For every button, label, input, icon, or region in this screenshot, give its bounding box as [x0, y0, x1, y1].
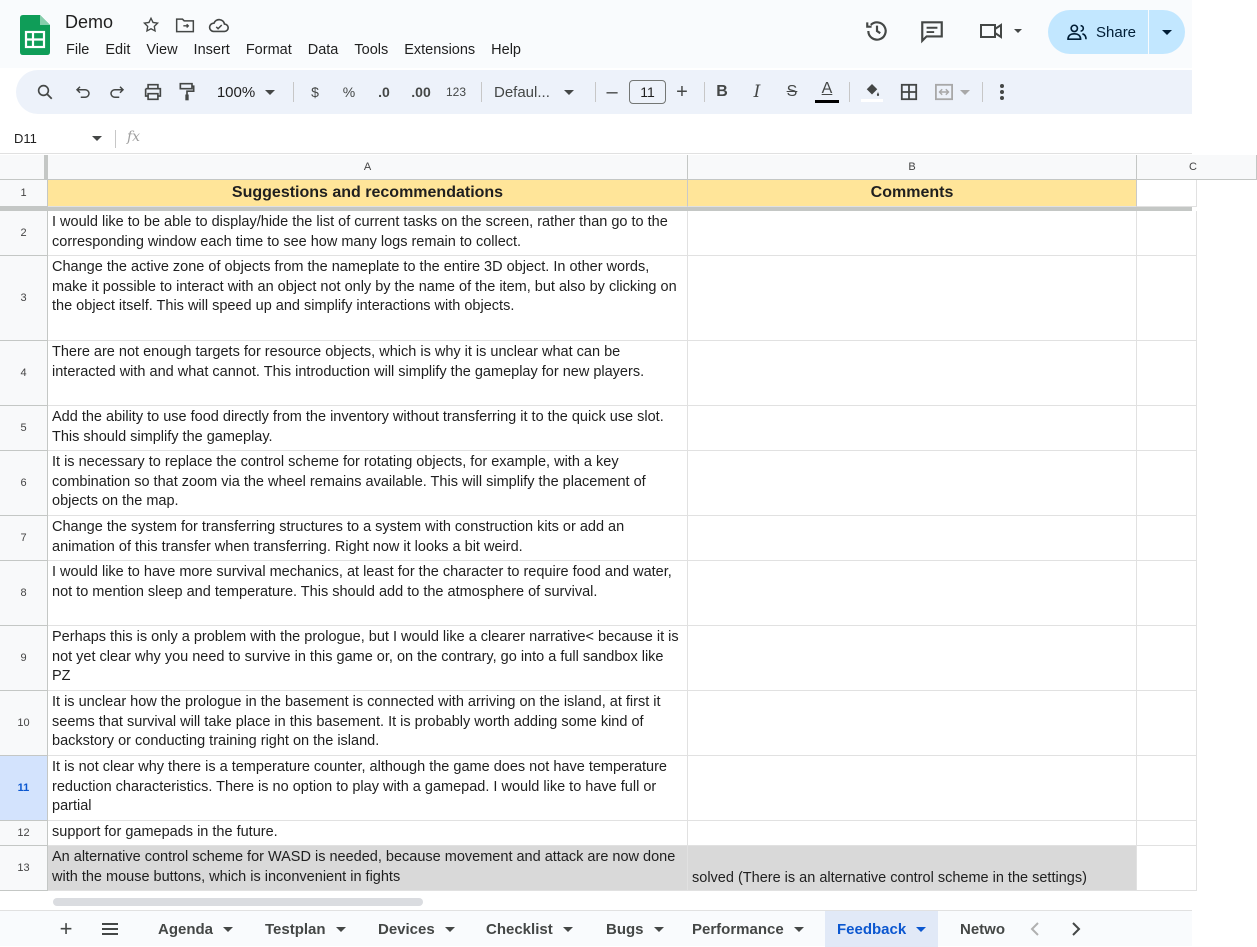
formula-input[interactable]	[160, 124, 1180, 154]
formula-bar	[0, 124, 1192, 154]
row-header[interactable]: 13	[0, 846, 48, 891]
fill-color-icon[interactable]	[859, 70, 885, 114]
app-header	[0, 0, 1192, 68]
row-header[interactable]: 7	[0, 516, 48, 561]
chevron-down-icon	[654, 927, 664, 932]
font-size-decrease-button[interactable]: –	[606, 80, 618, 103]
chevron-down-icon[interactable]	[92, 136, 102, 141]
sheet-tab-label: Feedback	[837, 920, 907, 938]
suggestion-cell[interactable]: I would like to be able to display/hide the list of current tasks on the screen, rather than go to the corresponding window each time to see how many logs remain to collect.	[48, 211, 688, 256]
strikethrough-button[interactable]: S	[786, 83, 798, 100]
percent-format-button[interactable]: %	[342, 84, 356, 100]
menu-format[interactable]: Format	[245, 42, 292, 58]
menu-data[interactable]: Data	[307, 42, 339, 58]
menu-view[interactable]: View	[146, 42, 178, 58]
text-color-swatch	[815, 100, 839, 103]
sheet-tab-testplan[interactable]	[265, 911, 346, 947]
add-sheet-button[interactable]: +	[59, 916, 73, 941]
more-formats-button[interactable]: 123	[445, 85, 467, 99]
font-family-select[interactable]	[492, 70, 582, 114]
decrease-decimal-label: .0	[378, 84, 390, 100]
row-header[interactable]: 5	[0, 406, 48, 451]
row-header[interactable]: 3	[0, 256, 48, 341]
more-options-icon[interactable]	[991, 70, 1013, 114]
menu-tools[interactable]: Tools	[354, 42, 389, 58]
chevron-down-icon	[916, 927, 926, 932]
suggestion-cell[interactable]: Add the ability to use food directly from the inventory without transferring it to the quick use slot. This should simplify the gameplay.	[48, 406, 688, 451]
table-cell[interactable]	[1137, 406, 1197, 451]
zoom-value: 100%	[216, 83, 256, 101]
currency-format-button[interactable]: $	[311, 84, 319, 100]
row-header-selected[interactable]: 11	[0, 756, 48, 821]
chevron-down-icon	[223, 927, 233, 932]
sheet-tab-performance[interactable]	[692, 911, 804, 947]
spreadsheet-grid	[0, 155, 1197, 890]
all-sheets-icon[interactable]	[99, 911, 121, 947]
text-color-label: A	[821, 80, 833, 97]
comment-cell[interactable]	[688, 341, 1137, 406]
suggestion-cell[interactable]: It is not clear why there is a temperature counter, although the game does not have temperature reduction characteristics. There is no option to play with a gamepad. I would like to have full or partial	[48, 756, 688, 821]
table-cell[interactable]	[1137, 451, 1197, 516]
suggestion-cell[interactable]: There are not enough targets for resource objects, which is why it is unclear what can be interacted with and what cannot. This introduction will simplify the gameplay for new players.	[48, 341, 688, 406]
star-icon[interactable]	[140, 14, 162, 36]
menu-insert[interactable]: Insert	[193, 42, 230, 58]
sheet-tab-label: Devices	[378, 920, 435, 938]
scroll-tabs-right-icon[interactable]	[1066, 911, 1086, 947]
menu-file[interactable]: File	[66, 42, 90, 58]
share-dropdown[interactable]	[1149, 10, 1185, 54]
text-color-button[interactable]	[815, 70, 839, 114]
column-header-b[interactable]: B	[688, 155, 1137, 180]
comment-cell[interactable]	[688, 516, 1137, 561]
font-family-value: Defaul...	[494, 83, 550, 101]
table-cell[interactable]	[1137, 561, 1197, 626]
borders-icon[interactable]	[896, 70, 922, 114]
menu-help[interactable]: Help	[491, 42, 521, 58]
table-cell[interactable]	[1137, 626, 1197, 691]
row-header[interactable]: 1	[0, 180, 48, 207]
comment-cell[interactable]	[688, 626, 1137, 691]
name-box[interactable]: D11	[14, 131, 37, 146]
sheet-tab-label: Testplan	[265, 920, 326, 938]
sheet-tab-label: Performance	[692, 920, 784, 938]
share-button[interactable]	[1048, 10, 1148, 54]
menu-edit[interactable]: Edit	[105, 42, 131, 58]
fx-icon: fx	[127, 129, 141, 145]
comment-cell[interactable]	[688, 211, 1137, 256]
table-cell[interactable]	[1137, 516, 1197, 561]
sheet-tabs-bar	[0, 910, 1192, 946]
scrollbar-thumb[interactable]	[53, 898, 423, 906]
scroll-tabs-left-icon[interactable]	[1025, 911, 1045, 947]
bold-button[interactable]: B	[716, 83, 728, 100]
suggestion-cell[interactable]: Change the system for transferring structures to a system with construction kits or add an animation of this transfer when transferring. Right now it looks a bit weird.	[48, 516, 688, 561]
sheet-tab-label: Bugs	[606, 920, 644, 938]
comment-cell[interactable]	[688, 406, 1137, 451]
header-cell-comments[interactable]: Comments	[688, 180, 1137, 207]
horizontal-scrollbar[interactable]	[48, 892, 1192, 910]
comment-cell-solved[interactable]: solved (There is an alternative control scheme in the settings)	[688, 846, 1137, 891]
move-folder-icon[interactable]	[174, 14, 196, 36]
sheet-tab-label: Netwo	[960, 920, 1005, 938]
sheet-tab-bugs[interactable]	[606, 911, 664, 947]
meet-icon[interactable]	[977, 17, 1025, 45]
column-header-c[interactable]: C	[1137, 155, 1257, 180]
sheets-logo-icon[interactable]	[20, 15, 50, 55]
row-header[interactable]: 12	[0, 821, 48, 846]
suggestion-cell[interactable]: I would like to have more survival mechanics, at least for the character to require food and water, not to mention sleep and temperature. This should add to the atmosphere of survival.	[48, 561, 688, 626]
paint-format-icon[interactable]	[174, 70, 200, 114]
comment-cell[interactable]	[688, 256, 1137, 341]
italic-button[interactable]: I	[753, 82, 761, 102]
table-cell[interactable]	[1137, 256, 1197, 341]
menu-extensions[interactable]: Extensions	[404, 42, 476, 58]
print-icon[interactable]	[140, 70, 166, 114]
comment-cell[interactable]	[688, 821, 1137, 846]
sheet-tab-feedback-active[interactable]	[825, 911, 938, 947]
font-size-input[interactable]: 11	[629, 80, 666, 104]
comment-cell[interactable]	[688, 756, 1137, 821]
sheet-tab-agenda[interactable]	[158, 911, 233, 947]
document-title[interactable]: Demo	[65, 12, 114, 32]
table-cell[interactable]	[1137, 691, 1197, 756]
table-cell[interactable]	[1137, 756, 1197, 821]
chevron-down-icon	[336, 927, 346, 932]
row-header[interactable]: 2	[0, 211, 48, 256]
suggestion-cell[interactable]: Perhaps this is only a problem with the prologue, but I would like a clearer narrative< because it is not yet clear why you need to survive in this game or, on the contrary, go into a full sandbox like PZ	[48, 626, 688, 691]
suggestion-cell[interactable]: Change the active zone of objects from the nameplate to the entire 3D object. In other words, make it possible to interact with an object not only by the name of the item, but also by clicking on the object itself. This will speed up and simplify interactions with objects.	[48, 256, 688, 341]
row-header[interactable]: 9	[0, 626, 48, 691]
increase-decimal-label: .00	[411, 84, 431, 100]
table-cell[interactable]	[1137, 341, 1197, 406]
table-cell[interactable]	[1137, 180, 1197, 207]
chevron-down-icon	[1162, 30, 1172, 35]
table-cell[interactable]	[1137, 211, 1197, 256]
share-label: Share	[1096, 23, 1137, 41]
people-icon	[1066, 23, 1088, 41]
header-cell-suggestions[interactable]: Suggestions and recommendations	[48, 180, 688, 207]
toolbar	[16, 70, 1192, 114]
suggestion-cell[interactable]: An alternative control scheme for WASD is needed, because movement and attack are now done with the mouse buttons, which is inconvenient in fights	[48, 846, 688, 891]
suggestion-cell[interactable]: It is unclear how the prologue in the basement is connected with arriving on the island, at first it seems that survival will take place in this basement. It is probably worth adding some kind of backstory or conducting training right on the island.	[48, 691, 688, 756]
font-size-increase-button[interactable]: +	[676, 80, 688, 103]
comment-cell[interactable]	[688, 451, 1137, 516]
suggestion-cell[interactable]: support for gamepads in the future.	[48, 821, 688, 846]
chevron-down-icon	[960, 90, 970, 95]
cloud-status-icon[interactable]	[208, 14, 230, 36]
version-history-icon[interactable]	[863, 17, 891, 45]
row-header[interactable]: 4	[0, 341, 48, 406]
sheet-tab-checklist[interactable]	[486, 911, 573, 947]
redo-icon[interactable]	[104, 70, 130, 114]
menu-bar	[58, 40, 529, 60]
sheet-tab-label: Agenda	[158, 920, 214, 938]
row-header[interactable]: 6	[0, 451, 48, 516]
column-header-a[interactable]: A	[48, 155, 688, 180]
merge-cells-icon[interactable]	[932, 70, 972, 114]
row-header[interactable]: 10	[0, 691, 48, 756]
sheet-tab-label: Checklist	[486, 920, 553, 938]
row-header[interactable]: 8	[0, 561, 48, 626]
decrease-decimal-button[interactable]	[371, 70, 397, 114]
chevron-down-icon	[563, 927, 573, 932]
sheet-tab-devices[interactable]	[378, 911, 455, 947]
search-icon[interactable]	[31, 70, 59, 114]
comments-icon[interactable]	[918, 17, 946, 45]
undo-icon[interactable]	[70, 70, 96, 114]
increase-decimal-button[interactable]	[406, 70, 436, 114]
table-cell[interactable]	[1137, 846, 1197, 891]
table-cell[interactable]	[1137, 821, 1197, 846]
suggestion-cell[interactable]: It is necessary to replace the control scheme for rotating objects, for example, with a key combination so that zoom via the wheel remains available. This will simplify the placement of objects on the map.	[48, 451, 688, 516]
select-all-corner[interactable]	[0, 155, 48, 180]
comment-cell[interactable]	[688, 691, 1137, 756]
chevron-down-icon	[265, 90, 275, 95]
chevron-down-icon	[564, 90, 574, 95]
chevron-down-icon	[794, 927, 804, 932]
comment-cell[interactable]	[688, 561, 1137, 626]
zoom-select[interactable]	[212, 70, 280, 114]
sheet-tab-network[interactable]	[960, 911, 1010, 947]
chevron-down-icon	[445, 927, 455, 932]
